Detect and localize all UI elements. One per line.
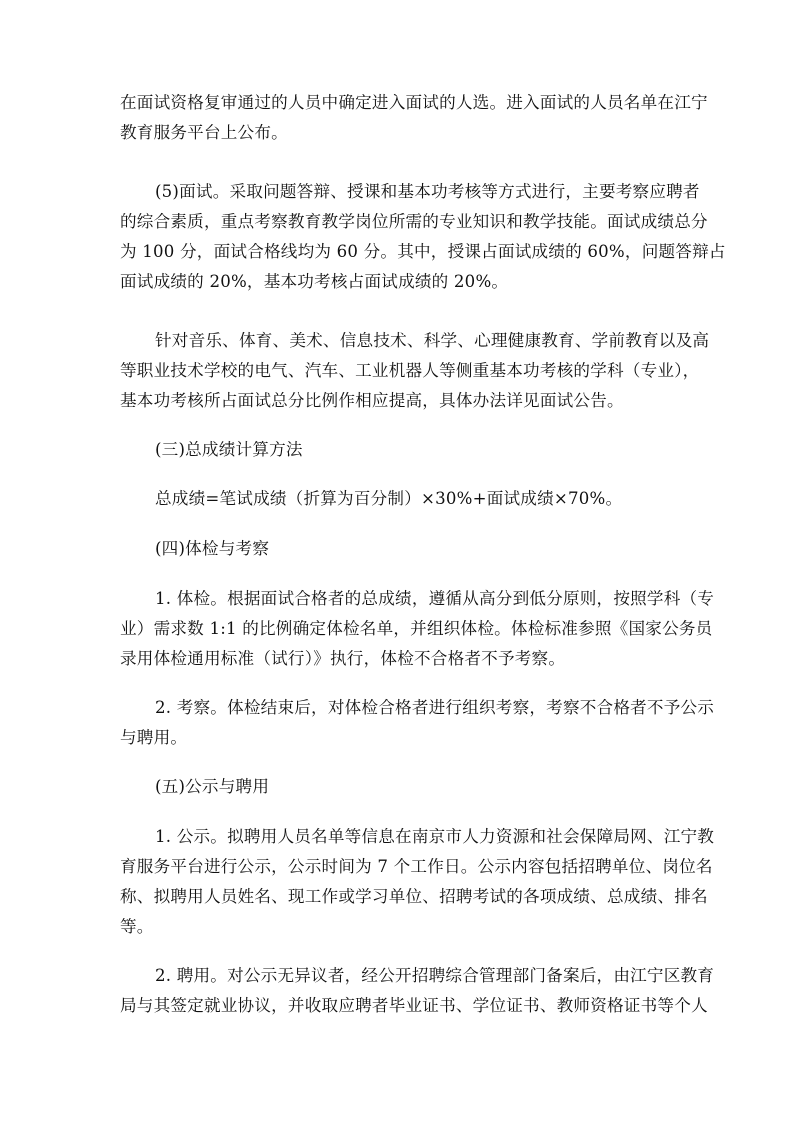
- text-line: 称、拟聘用人员姓名、现工作或学习单位、招聘考试的各项成绩、总成绩、排名: [120, 887, 708, 906]
- text-line: 的综合素质，重点考察教育教学岗位所需的专业知识和教学技能。面试成绩总分: [120, 212, 708, 231]
- text-line: 业）需求数 1:1 的比例确定体检名单，并组织体检。体检标准参照《国家公务员: [120, 619, 713, 638]
- heading-text: (三)总成绩计算方法: [155, 440, 303, 459]
- text-line: 等职业技术学校的电气、汽车、工业机器人等侧重基本功考核的学科（专业），: [120, 361, 700, 380]
- paragraph-interview-selection: [120, 88, 708, 148]
- text-line: 1. 体检。根据面试合格者的总成绩，遵循从高分到低分原则，按照学科（专: [155, 589, 715, 608]
- text-line: 2. 聘用。对公示无异议者，经公开招聘综合管理部门备案后，由江宁区教育: [155, 966, 715, 985]
- paragraph-score-formula: [120, 484, 676, 514]
- text-line: 2. 考察。体检结束后，对体检合格者进行组织考察，考察不合格者不予公示: [155, 698, 715, 717]
- text-line: 局与其签定就业协议，并收取应聘者毕业证书、学位证书、教师资格证书等个人: [120, 996, 708, 1015]
- text-line: 为 100 分，面试合格线均为 60 分。其中，授课占面试成绩的 60%，问题答辩占: [120, 242, 726, 261]
- text-line: 1. 公示。拟聘用人员名单等信息在南京市人力资源和社会保障局网、江宁教: [155, 827, 715, 846]
- paragraph-publicity: [120, 822, 715, 942]
- heading-text: (五)公示与聘用: [155, 777, 270, 796]
- text-line: 面试成绩的 20%，基本功考核占面试成绩的 20%。: [120, 272, 509, 291]
- text-line: 与聘用。: [120, 728, 188, 747]
- text-line: 育服务平台进行公示，公示时间为 7 个工作日。公示内容包括招聘单位、岗位名: [120, 857, 713, 876]
- paragraph-employment: [120, 961, 715, 1021]
- section-heading-publicity: [120, 772, 676, 802]
- text-line: 基本功考核所占面试总分比例作相应提高，具体办法详见面试公告。: [120, 391, 624, 410]
- paragraph-interview: [120, 177, 726, 297]
- paragraph-physical-exam: [120, 584, 715, 674]
- paragraph-skill-subjects: [120, 326, 710, 416]
- text-line: 教育服务平台上公布。: [120, 123, 288, 142]
- section-heading-total-score: [120, 435, 676, 465]
- text-line: 等。: [120, 917, 154, 936]
- paragraph-inspection: [120, 693, 715, 753]
- text-line: 录用体检通用标准（试行）》执行，体检不合格者不予考察。: [120, 649, 566, 668]
- heading-text: (四)体检与考察: [155, 539, 270, 558]
- section-heading-physical-exam: [120, 534, 676, 564]
- text-line: 在面试资格复审通过的人员中确定进入面试的人选。进入面试的人员名单在江宁: [120, 93, 708, 112]
- text-line: 针对音乐、体育、美术、信息技术、科学、心理健康教育、学前教育以及高: [155, 331, 710, 350]
- text-line: 总成绩=笔试成绩（折算为百分制）×30%+面试成绩×70%。: [155, 489, 623, 508]
- text-line: (5)面试。采取问题答辩、授课和基本功考核等方式进行，主要考察应聘者: [155, 182, 700, 201]
